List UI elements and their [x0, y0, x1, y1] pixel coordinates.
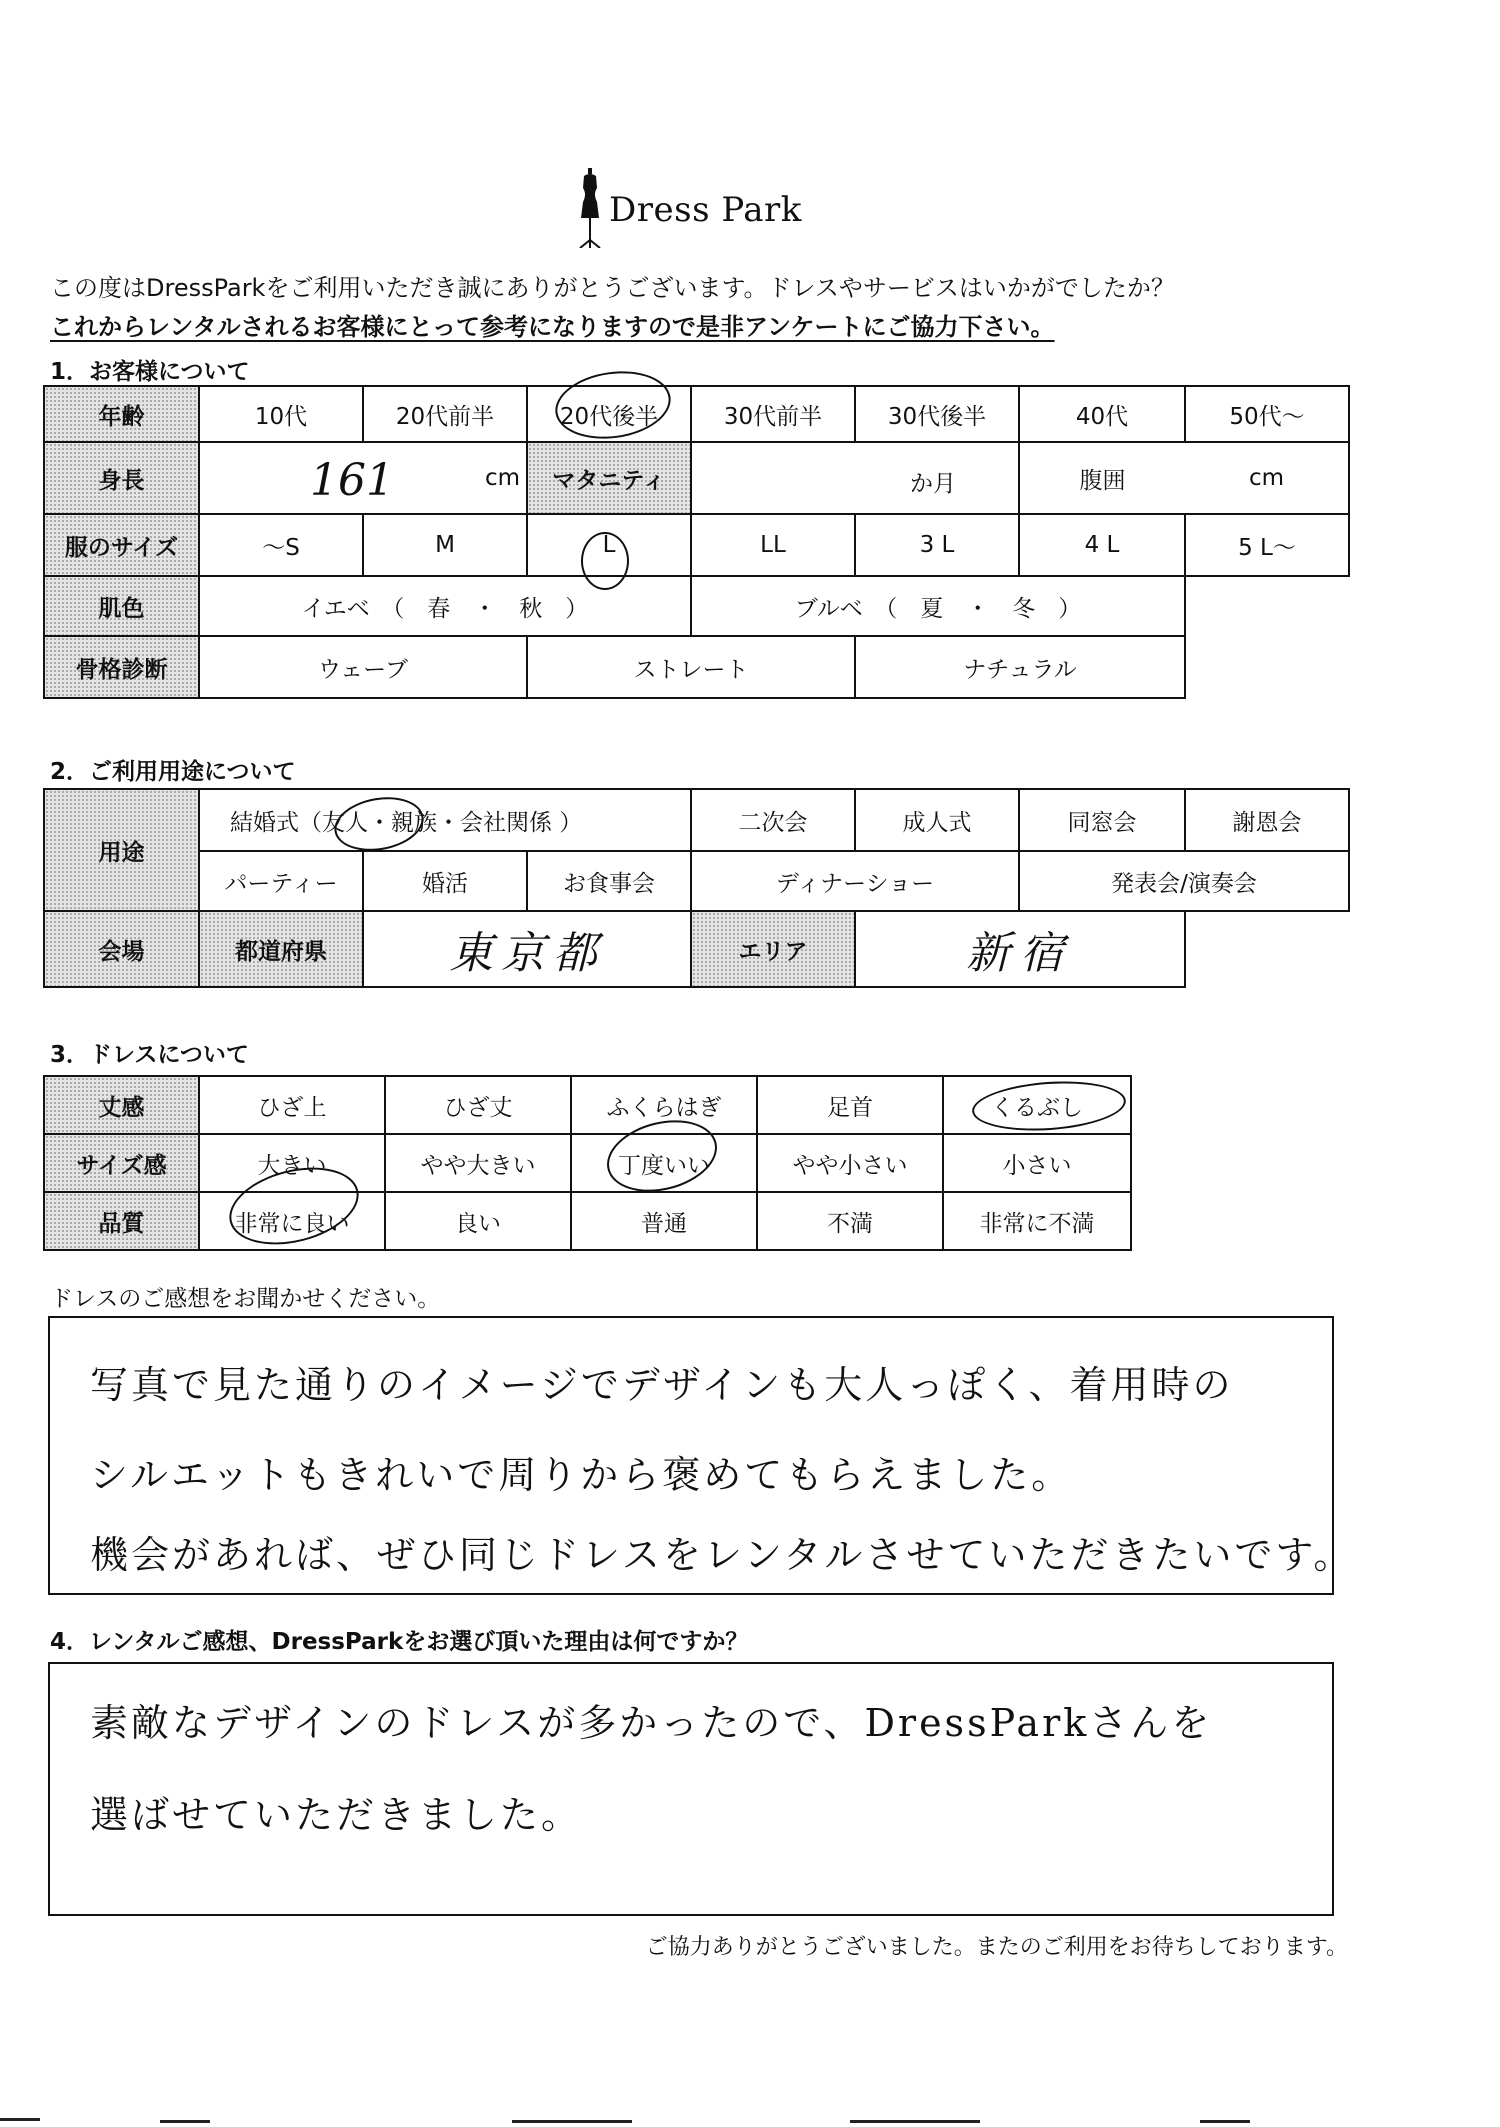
fit-option[interactable]: やや小さい — [757, 1134, 943, 1192]
scan-mark — [850, 2120, 980, 2123]
quality-option[interactable]: 普通 — [571, 1192, 757, 1250]
size-option[interactable]: 4 L — [1019, 514, 1185, 576]
height-unit: cm — [484, 465, 520, 491]
usage-table — [43, 788, 1350, 988]
age-option-selected[interactable]: 20代後半 — [527, 386, 691, 442]
length-label: 丈感 — [44, 1076, 199, 1134]
length-option[interactable]: ふくらはぎ — [571, 1076, 757, 1134]
usage-label: 用途 — [44, 789, 199, 911]
dress-comment-prompt: ドレスのご感想をお聞かせください。 — [50, 1286, 441, 1312]
height-label: 身長 — [44, 442, 199, 514]
size-option[interactable]: M — [363, 514, 527, 576]
skin-blue-option[interactable]: ブルベ （ 夏 ・ 冬 ） — [691, 576, 1185, 636]
usage-option[interactable]: 成人式 — [855, 789, 1019, 851]
age-option[interactable]: 30代後半 — [855, 386, 1019, 442]
age-option[interactable]: 30代前半 — [691, 386, 855, 442]
fit-option[interactable]: やや大きい — [385, 1134, 571, 1192]
age-option[interactable]: 10代 — [199, 386, 363, 442]
age-label: 年齢 — [44, 386, 199, 442]
scan-mark — [1200, 2120, 1250, 2123]
height-value: 161 — [310, 455, 394, 506]
length-option[interactable]: ひざ上 — [199, 1076, 385, 1134]
skin-yellow-option[interactable]: イエベ （ 春 ・ 秋 ） — [199, 576, 691, 636]
prefecture-label: 都道府県 — [199, 911, 363, 987]
usage-option[interactable]: 謝恩会 — [1185, 789, 1349, 851]
usage-option[interactable]: お食事会 — [527, 851, 691, 911]
prefecture-value[interactable]: 東京都 — [363, 911, 691, 987]
usage-option[interactable]: パーティー — [199, 851, 363, 911]
usage-option[interactable]: 二次会 — [691, 789, 855, 851]
quality-option[interactable]: 良い — [385, 1192, 571, 1250]
selection-circle — [581, 532, 629, 590]
fit-option-selected[interactable]: 丁度いい — [571, 1134, 757, 1192]
skin-label: 肌色 — [44, 576, 199, 636]
reason-comment-line: 素敵なデザインのドレスが多かったので、DressParkさんを — [90, 1701, 1213, 1745]
logo-text: Dress Park — [609, 190, 802, 230]
size-option[interactable]: 5 L～ — [1185, 514, 1349, 576]
size-option[interactable]: ～S — [199, 514, 363, 576]
quality-option[interactable]: 不満 — [757, 1192, 943, 1250]
quality-label: 品質 — [44, 1192, 199, 1250]
length-option[interactable]: ひざ丈 — [385, 1076, 571, 1134]
size-option-selected[interactable]: L — [527, 514, 691, 576]
reason-comment-line: 選ばせていただきました。 — [90, 1793, 583, 1837]
section-4-title: 4．レンタルご感想、DressParkをお選び頂いた理由は何ですか？ — [50, 1629, 749, 1655]
section-1-title: 1．お客様について — [50, 359, 250, 385]
scan-mark — [512, 2120, 632, 2123]
age-option[interactable]: 50代～ — [1185, 386, 1349, 442]
age-option[interactable]: 20代前半 — [363, 386, 527, 442]
area-value[interactable]: 新宿 — [855, 911, 1185, 987]
intro-line-1: この度はDressParkをご利用いただき誠にありがとうございます。ドレスやサービスはいかがでしたか？ — [50, 274, 1175, 302]
scan-mark — [160, 2120, 210, 2123]
usage-option[interactable]: 発表会/演奏会 — [1019, 851, 1349, 911]
waist-label: 腹囲 — [1019, 442, 1185, 514]
maternity-months-unit: か月 — [910, 471, 956, 497]
waist-unit: cm — [1185, 442, 1349, 514]
frame-option[interactable]: ナチュラル — [855, 636, 1185, 698]
fit-option[interactable]: 小さい — [943, 1134, 1131, 1192]
usage-option[interactable]: 同窓会 — [1019, 789, 1185, 851]
footer-thanks: ご協力ありがとうございました。またのご利用をお待ちしております。 — [645, 1935, 1348, 1960]
quality-option-selected[interactable]: 非常に良い — [199, 1192, 385, 1250]
dress-comment-line: 写真で見た通りのイメージでデザインも大人っぽく、着用時の — [90, 1363, 1234, 1407]
dress-form-icon — [575, 168, 605, 248]
height-field[interactable] — [199, 442, 527, 514]
frame-option[interactable]: ウェーブ — [199, 636, 527, 698]
maternity-months-field[interactable] — [691, 442, 1019, 514]
quality-option[interactable]: 非常に不満 — [943, 1192, 1131, 1250]
length-option[interactable]: 足首 — [757, 1076, 943, 1134]
scan-mark — [0, 2118, 40, 2121]
dress-comment-box[interactable] — [48, 1316, 1355, 1595]
usage-option[interactable]: ディナーショー — [691, 851, 1019, 911]
fit-label: サイズ感 — [44, 1134, 199, 1192]
customer-info-table — [43, 385, 1350, 699]
age-option[interactable]: 40代 — [1019, 386, 1185, 442]
size-option[interactable]: 3 L — [855, 514, 1019, 576]
intro-line-2: これからレンタルされるお客様にとって参考になりますので是非アンケートにご協力下さい。 — [50, 313, 1055, 341]
dresspark-logo — [575, 168, 805, 258]
size-option[interactable]: LL — [691, 514, 855, 576]
area-label: エリア — [691, 911, 855, 987]
maternity-label: マタニティ — [527, 442, 691, 514]
frame-option[interactable]: ストレート — [527, 636, 855, 698]
section-3-title: 3．ドレスについて — [50, 1042, 249, 1068]
venue-label: 会場 — [44, 911, 199, 987]
frame-label: 骨格診断 — [44, 636, 199, 698]
usage-option[interactable]: 婚活 — [363, 851, 527, 911]
reason-comment-box[interactable] — [48, 1662, 1334, 1916]
fit-option[interactable]: 大きい — [199, 1134, 385, 1192]
section-2-title: 2．ご利用用途について — [50, 759, 296, 785]
size-label: 服のサイズ — [44, 514, 199, 576]
dress-table — [43, 1075, 1132, 1251]
length-option-selected[interactable]: くるぶし — [943, 1076, 1131, 1134]
dress-comment-line: シルエットもきれいで周りから褒めてもらえました。 — [90, 1453, 1073, 1497]
dress-comment-line: 機会があれば、ぜひ同じドレスをレンタルさせていただきたいです。 — [90, 1533, 1355, 1577]
usage-wedding-option[interactable]: 結婚式（友人・親族・会社関係 ） — [199, 789, 691, 851]
